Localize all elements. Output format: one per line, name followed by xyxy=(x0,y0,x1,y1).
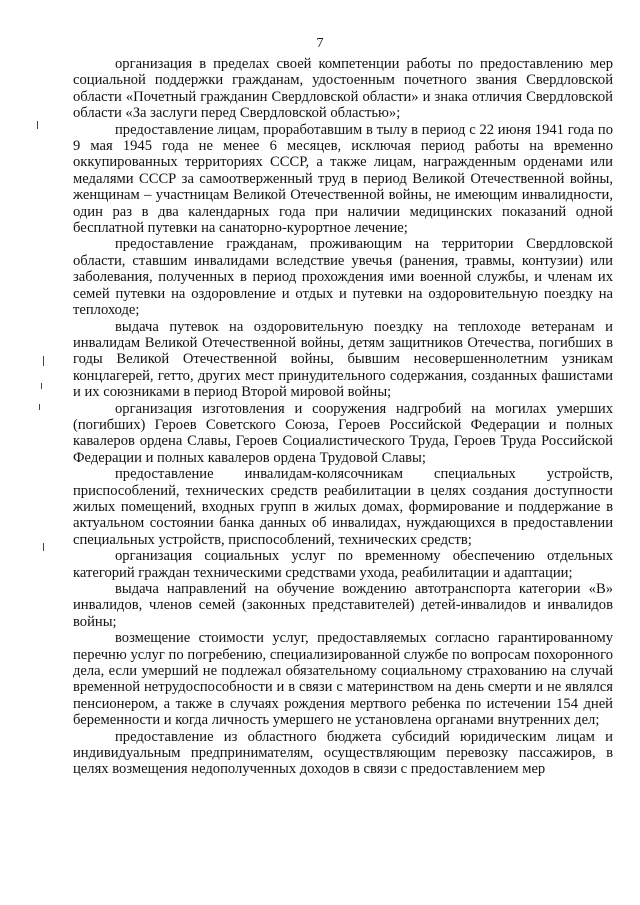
paragraph: выдача направлений на обучение вождению автотранспорта категории «В» инвалидов, членов семей (законных представителей) детей-инвалидов и инвалидов войны; xyxy=(73,581,613,630)
paragraph: предоставление из областного бюджета субсидий юридическим лицам и индивидуальным предпринимателям, осуществляющим перевозку пассажиров, в целях возмещения недополученных доходов в связи с предоставлением мер xyxy=(73,728,613,778)
scan-mark xyxy=(43,543,44,551)
scan-mark xyxy=(43,356,44,366)
paragraph: предоставление гражданам, проживающим на территории Свердловской области, ставшим инвалидами вследствие увечья (ранения, травмы, контузии) или заболевания, полученных в период прохождения ими военной службы, и членам их семей путевки на оздоровление и отдых и путевки на оздоровительную поездку на теплоходе; xyxy=(73,236,613,319)
paragraph: организация в пределах своей компетенции работы по предоставлению мер социальной поддержки гражданам, удостоенным почетного звания Свердловской области «Почетный гражданин Свердловской области» и знака отличия Свердловской области «За заслуги перед Свердловской областью»; xyxy=(73,56,613,122)
paragraph: организация изготовления и сооружения надгробий на могилах умерших (погибших) Героев Советского Союза, Героев Российской Федерации и полных кавалеров ордена Славы, Героев Социалистического Труда, Героев Труда Российской Федерации и полных кавалеров ордена Трудовой Славы; xyxy=(73,400,613,466)
paragraph: предоставление лицам, проработавшим в тылу в период с 22 июня 1941 года по 9 мая 1945 года не менее 6 месяцев, исключая период работы на временно оккупированных территориях СССР, а также лицам, награжденным орденами или медалями СССР за самоотверженный труд в период Великой Отечественной войны, женщинам – участницам Великой Отечественной войны, не имеющим инвалидности, один раз в два календарных года при наличии медицинских показаний одной бесплатной путевки на санаторно-курортное лечение; xyxy=(73,121,613,237)
scan-mark xyxy=(41,383,42,389)
page-number: 7 xyxy=(316,36,324,51)
scan-mark xyxy=(37,121,38,129)
paragraph: выдача путевок на оздоровительную поездку на теплоходе ветеранам и инвалидам Великой Отечественной войны, детям защитников Отечества, погибших в годы Великой Отечественной войны, бывшим несовершеннолетним узникам концлагерей, гетто, других мест принудительного содержания, созданных фашистами и их союзниками в период Второй мировой войны; xyxy=(73,318,613,401)
paragraph: организация социальных услуг по временному обеспечению отдельных категорий граждан техническими средствами ухода, реабилитации и адаптации; xyxy=(73,548,613,581)
scan-mark xyxy=(39,404,40,410)
document-body xyxy=(73,56,613,778)
paragraph: возмещение стоимости услуг, предоставляемых согласно гарантированному перечню услуг по погребению, специализированной службе по вопросам похоронного дела, если умерший не подлежал обязательному социальному страхованию на случай временной нетрудоспособности и в связи с материнством на день смерти и не являлся пенсионером, а также в случаях рождения мертвого ребенка по истечении 154 дней беременности и когда личность умершего не установлена органами внутренних дел; xyxy=(73,630,613,729)
paragraph: предоставление инвалидам-колясочникам специальных устройств, приспособлений, технических средств реабилитации в целях создания доступности жилых помещений, входных групп в жилых домах, формирование и поддержание в актуальном состоянии банка данных об инвалидах, нуждающихся в предоставлении специальных устройств, приспособлений, технических средств; xyxy=(73,466,613,548)
